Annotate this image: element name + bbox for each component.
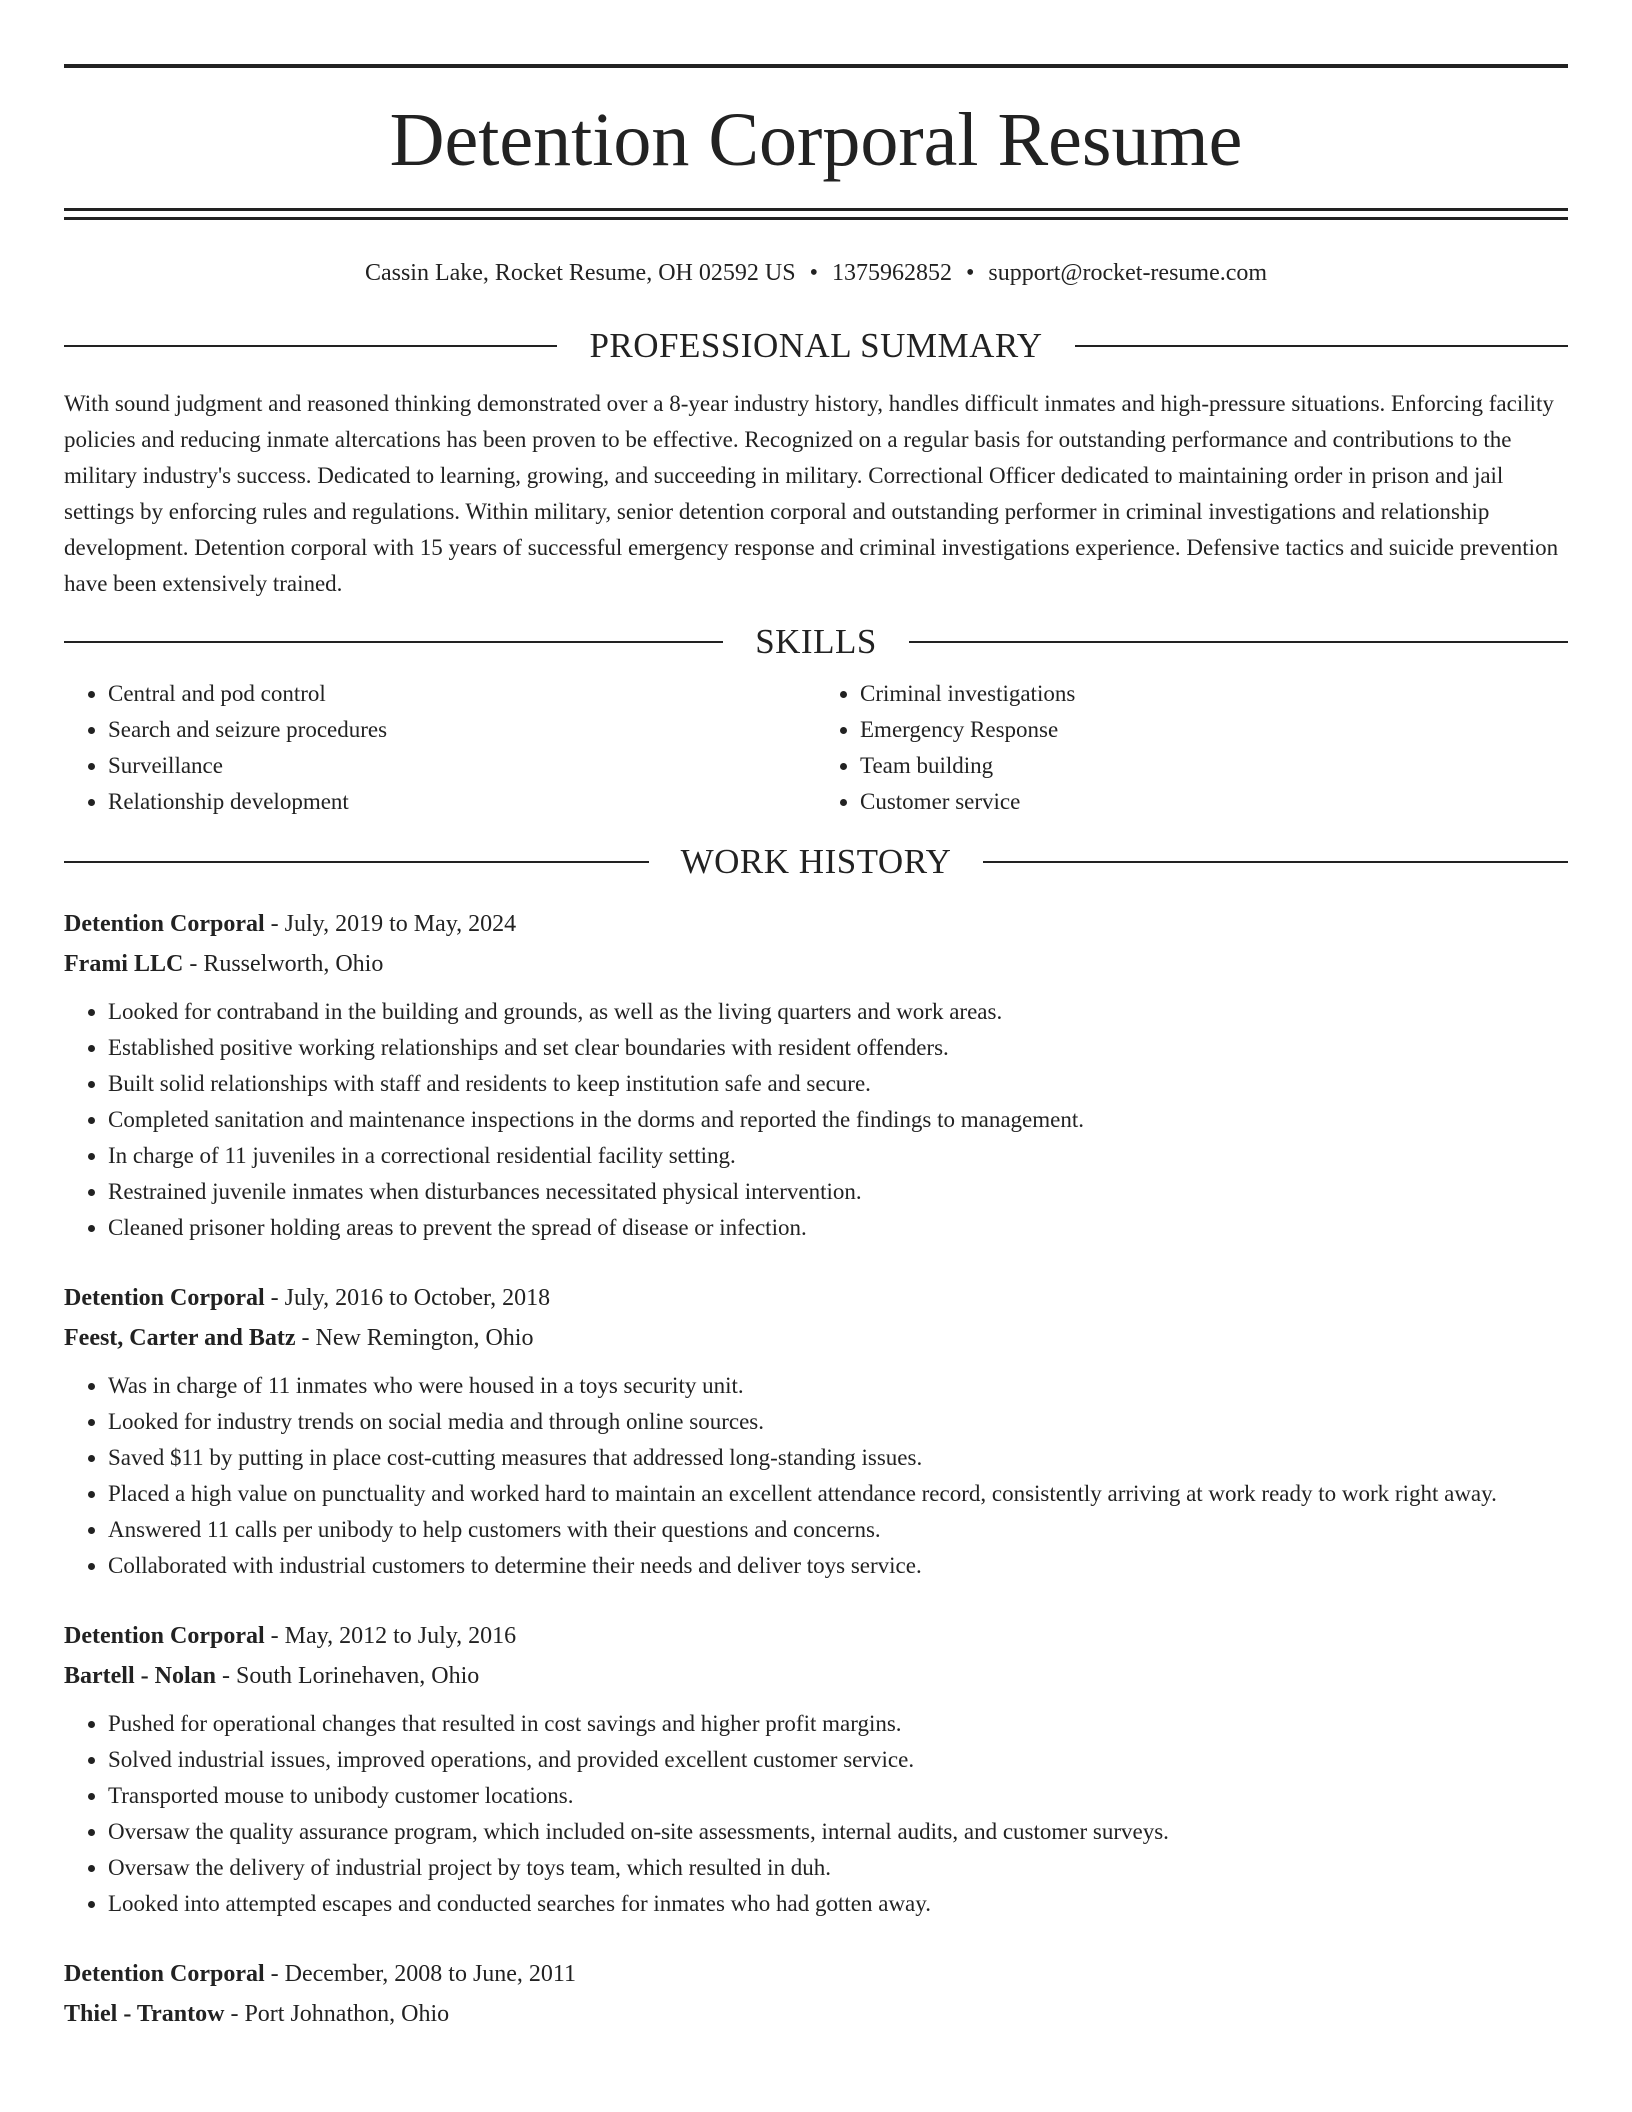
contact-email: support@rocket-resume.com (988, 260, 1268, 286)
heading-rule (1075, 345, 1568, 347)
job-bullet: • Oversaw the quality assurance program, which included on-site assessments, internal audits, and customer surveys. (108, 1814, 1568, 1850)
job-bullet: • Oversaw the delivery of industrial project by toys team, which resulted in duh. (108, 1850, 1568, 1886)
skills-column-right (816, 676, 1568, 820)
skill-item: • Surveillance (108, 748, 816, 784)
job-dates: - May, 2012 to July, 2016 (264, 1623, 517, 1649)
job-title-line (64, 1954, 1568, 1994)
job-title: Detention Corporal (64, 1285, 265, 1311)
job-entry (64, 1954, 1568, 2034)
job-company: Frami LLC (64, 951, 184, 977)
job-bullet: • Was in charge of 11 inmates who were housed in a toys security unit. (108, 1368, 1568, 1404)
resume-page (64, 64, 1568, 2034)
job-dates: - December, 2008 to June, 2011 (264, 1961, 577, 1987)
top-rule (64, 64, 1568, 68)
job-bullet: • Pushed for operational changes that resulted in cost savings and higher profit margins. (108, 1706, 1568, 1742)
job-bullets (64, 1706, 1568, 1922)
job-bullet: • Cleaned prisoner holding areas to prevent the spread of disease or infection. (108, 1210, 1568, 1246)
job-bullet: • Solved industrial issues, improved operations, and provided excellent customer service. (108, 1742, 1568, 1778)
job-bullet: • Built solid relationships with staff and residents to keep institution safe and secure. (108, 1066, 1568, 1102)
contact-line (64, 256, 1568, 290)
skills-heading-label: SKILLS (755, 622, 877, 661)
job-company-line (64, 1994, 1568, 2034)
work-section-heading (64, 840, 1568, 884)
contact-separator: • (809, 260, 818, 286)
job-company-line (64, 944, 1568, 984)
heading-rule (983, 861, 1568, 863)
job-bullets (64, 1368, 1568, 1584)
job-dates: - July, 2016 to October, 2018 (264, 1285, 551, 1311)
heading-rule (909, 641, 1568, 643)
job-location: - Port Johnathon, Ohio (224, 2001, 450, 2027)
skill-item: • Team building (860, 748, 1568, 784)
job-company: Thiel - Trantow (64, 2001, 225, 2027)
skill-item: • Search and seizure procedures (108, 712, 816, 748)
double-rule (64, 208, 1568, 220)
job-entry (64, 1278, 1568, 1584)
skill-item: • Customer service (860, 784, 1568, 820)
job-title: Detention Corporal (64, 1623, 265, 1649)
job-bullet: • Established positive working relationships and set clear boundaries with resident offenders. (108, 1030, 1568, 1066)
job-bullet: • Answered 11 calls per unibody to help customers with their questions and concerns. (108, 1512, 1568, 1548)
job-bullet: • Looked into attempted escapes and conducted searches for inmates who had gotten away. (108, 1886, 1568, 1922)
summary-heading-label: PROFESSIONAL SUMMARY (589, 326, 1043, 365)
job-dates: - July, 2019 to May, 2024 (264, 911, 517, 937)
skills-list (64, 676, 1568, 820)
heading-rule (64, 861, 649, 863)
work-history (64, 904, 1568, 2034)
heading-rule (64, 345, 557, 347)
heading-rule (64, 641, 723, 643)
job-bullet: • Placed a high value on punctuality and worked hard to maintain an excellent attendance record, consistently arriving at work ready to work right away. (108, 1476, 1568, 1512)
job-bullet: • Looked for contraband in the building and grounds, as well as the living quarters and work areas. (108, 994, 1568, 1030)
job-bullet: • Completed sanitation and maintenance inspections in the dorms and reported the findings to management. (108, 1102, 1568, 1138)
job-bullet: • Transported mouse to unibody customer locations. (108, 1778, 1568, 1814)
job-title-line (64, 904, 1568, 944)
job-bullet: • In charge of 11 juveniles in a correctional residential facility setting. (108, 1138, 1568, 1174)
work-heading-label: WORK HISTORY (680, 842, 952, 881)
job-entry (64, 904, 1568, 1246)
skill-item: • Relationship development (108, 784, 816, 820)
resume-title: Detention Corporal Resume (389, 98, 1243, 182)
summary-section-heading (64, 324, 1568, 368)
contact-phone: 1375962852 (831, 260, 952, 286)
job-company-line (64, 1318, 1568, 1358)
summary-text: With sound judgment and reasoned thinking demonstrated over a 8-year industry history, handles difficult inmates and high-pressure situations. Enforcing facility policies and reducing inmate altercations has been proven to be effective. Recognized on a regular basis for outstanding performance and contributions to the military industry's success. Dedicated to learning, growing, and succeeding in military. Correctional Officer dedicated to maintaining order in prison and jail settings by enforcing rules and regulations. Within military, senior detention corporal and outstanding performer in criminal investigations and relationship development. Detention corporal with 15 years of successful emergency response and criminal investigations experience. Defensive tactics and suicide prevention have been extensively trained. (64, 391, 1559, 596)
job-bullets (64, 994, 1568, 1246)
skills-column-left (64, 676, 816, 820)
job-location: - South Lorinehaven, Ohio (215, 1663, 480, 1689)
contact-address: Cassin Lake, Rocket Resume, OH 02592 US (364, 260, 796, 286)
job-bullet: • Looked for industry trends on social media and through online sources. (108, 1404, 1568, 1440)
job-entry (64, 1616, 1568, 1922)
job-company: Bartell - Nolan (64, 1663, 216, 1689)
job-title: Detention Corporal (64, 1961, 265, 1987)
job-bullet: • Collaborated with industrial customers to determine their needs and deliver toys service. (108, 1548, 1568, 1584)
job-location: - Russelworth, Ohio (183, 951, 384, 977)
job-location: - New Remington, Ohio (295, 1325, 534, 1351)
skill-item: • Criminal investigations (860, 676, 1568, 712)
job-title: Detention Corporal (64, 911, 265, 937)
skill-item: • Emergency Response (860, 712, 1568, 748)
contact-separator: • (965, 260, 975, 286)
job-company-line (64, 1656, 1568, 1696)
job-title-line (64, 1278, 1568, 1318)
job-bullet: • Saved $11 by putting in place cost-cutting measures that addressed long-standing issues. (108, 1440, 1568, 1476)
job-title-line (64, 1616, 1568, 1656)
skill-item: • Central and pod control (108, 676, 816, 712)
skills-section-heading (64, 620, 1568, 664)
job-bullet: • Restrained juvenile inmates when disturbances necessitated physical intervention. (108, 1174, 1568, 1210)
job-company: Feest, Carter and Batz (64, 1325, 296, 1351)
